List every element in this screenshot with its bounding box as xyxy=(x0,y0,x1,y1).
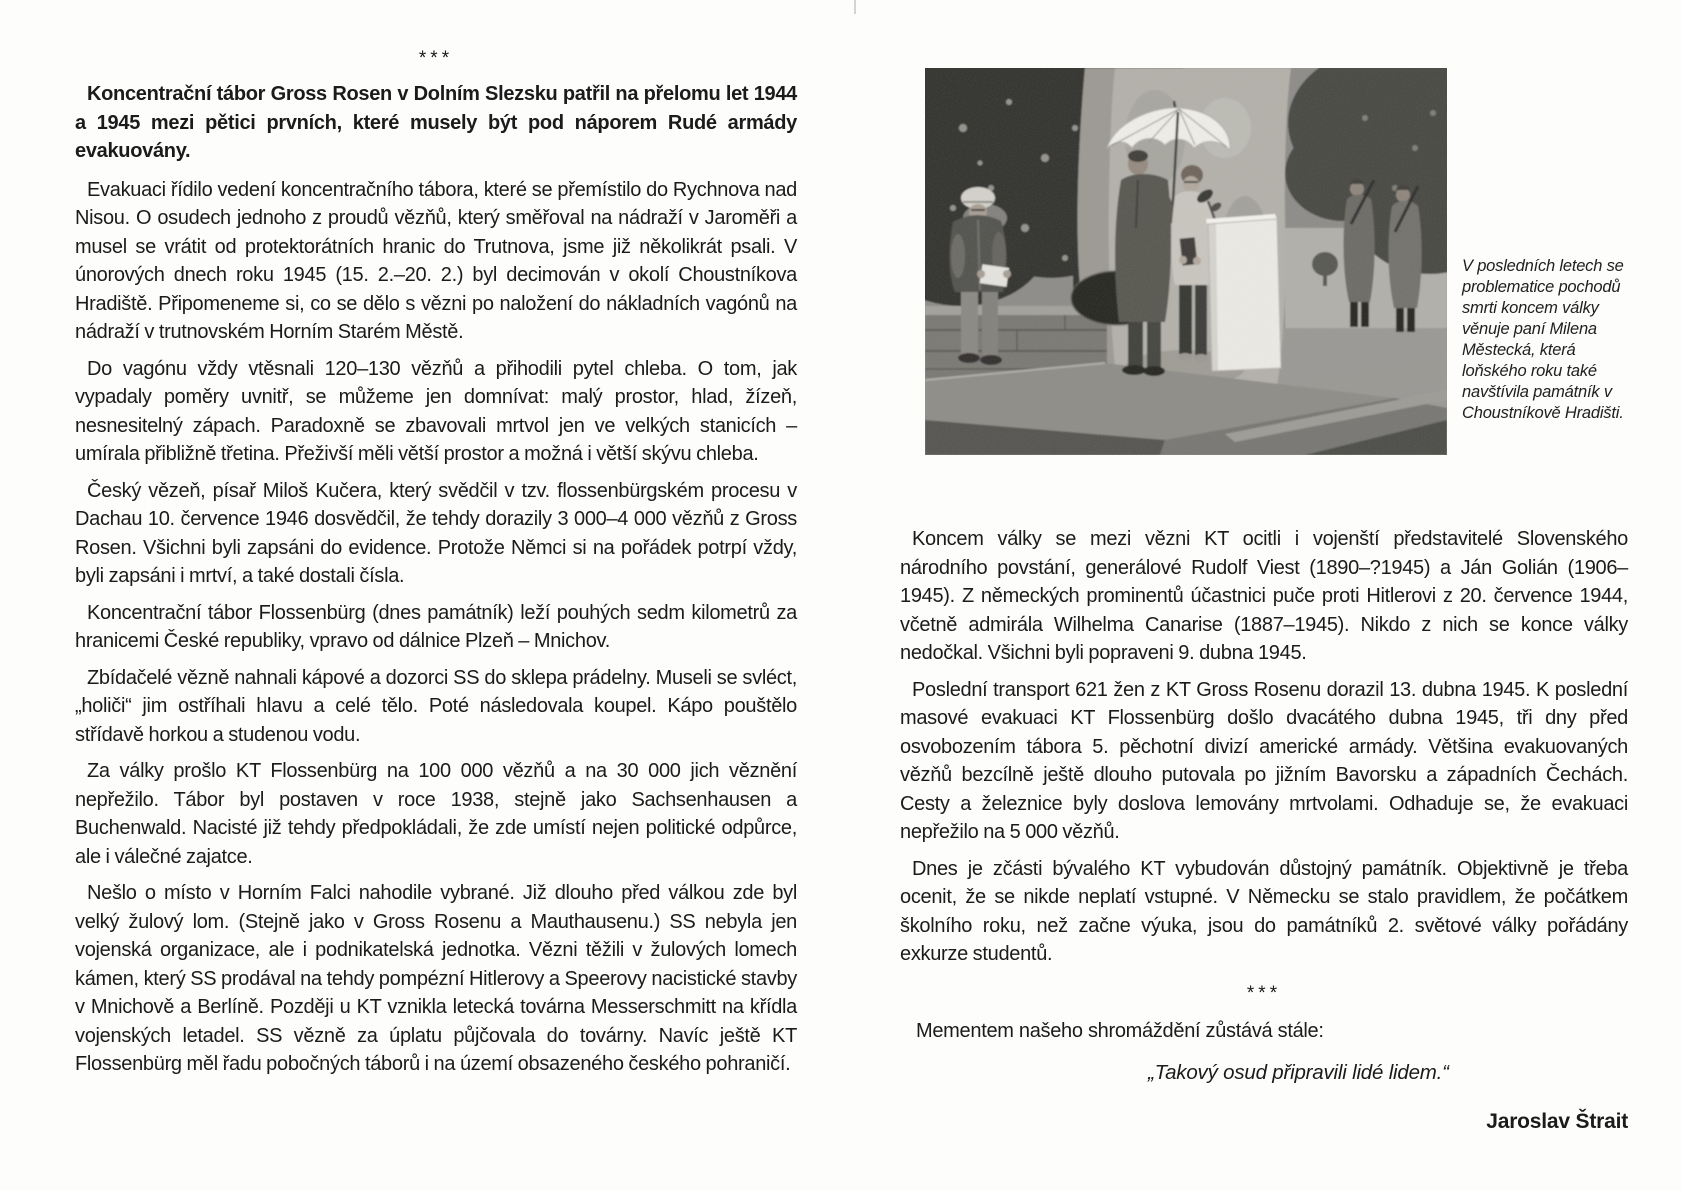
author-signature: Jaroslav Štrait xyxy=(1486,1109,1628,1133)
body-paragraph: Koncem války se mezi vězni KT ocitli i vojenští představitelé Slovenského národního povstání, generálové Rudolf Viest (1890–?1945) a Ján Golián (1906–1945). Z německých prominentů účastnici puče proti Hitlerovi z 20. července 1944, včetně admirála Wilhelma Canarise (1887–1945). Nikdo z nich se konce války nedočkal. Všichni byli popraveni 9. dubna 1945. xyxy=(900,528,1628,664)
section-separator: *** xyxy=(1246,982,1282,1004)
body-paragraph: Zbídačelé vězně nahnali kápové a dozorci SS do sklepa prádelny. Museli se svléct, „holiči“ jim ostříhali hlavu a celé tělo. Poté následovala koupel. Kápo pouštělo střídavě horkou a studenou vodu. xyxy=(75,666,797,746)
body-paragraph: Za války prošlo KT Flossenbürg na 100 000 vězňů a na 30 000 jich věznění nepřežilo. Tábor byl postaven v roce 1938, stejně jako Sachsenhausen a Buchenwald. Nacisté již tehdy předpokládali, že zde umístí nejen politické odpůrce, ale i válečné zajatce. xyxy=(75,760,797,868)
body-paragraph: Český vězeň, písař Miloš Kučera, který svědčil v tzv. flossenbürgském procesu v Dachau 10. července 1946 dosvědčil, že tehdy dorazily 3 000–4 000 vězňů z Gross Rosen. Všichni byli zapsáni do evidence. Protože Němci si na pořádek potrpí vždy, byli zapsáni i mrtví, a také dostali čísla. xyxy=(75,479,797,587)
body-paragraph: Evakuaci řídilo vedení koncentračního tábora, které se přemístilo do Rychnova nad Nisou. O osudech jednoho z proudů vězňů, který směřoval na nádraží v Jaroměři a musel se vrátit od protektorátních hranic do Trutnova, jsme již několikrát psali. V únorových dnech roku 1945 (15. 2.–20. 2.) byl decimován v okolí Choustníkova Hradiště. Připomeneme si, co se dělo s vězni po naložení do nákladních vagónů na nádraží v trutnovském Horním Starém Městě. xyxy=(75,178,797,343)
section-separator: *** xyxy=(418,48,454,69)
photo-caption: V posledních letech se problematice pochodů smrti koncem války věnuje paní Milena Městecká, která loňského roku také navštívila památník v Choustníkově Hradišti. xyxy=(1462,257,1624,422)
body-paragraph: Poslední transport 621 žen z KT Gross Rosenu dorazil 13. dubna 1945. K poslední masové evakuaci KT Flossenbürg došlo dvacátého dubna 1945, tři dny před osvobozením tábora 5. pěchotní divizí americké armády. Většina evakuovaných vězňů bezcílně ještě dlouho putovala po jižním Bavorsku a západních Čechách. Cesty a železnice byly doslova lemovány mrtvolami. Odhaduje se, že evakuaci nepřežilo na 5 000 vězňů. xyxy=(900,678,1628,843)
left-page xyxy=(75,48,797,1087)
body-paragraph: Koncentrační tábor Flossenbürg (dnes památník) leží pouhých sedm kilometrů za hranicemi České republiky, vpravo od dálnice Plzeň – Mnichov. xyxy=(75,601,797,652)
body-paragraph: Dnes je zčásti bývalého KT vybudován důstojný památník. Objektivně je třeba ocenit, že se nikde neplatí vstupné. V Německu se stalo pravidlem, že počátkem školního roku, než začne výuka, jsou do památníků 2. světové války pořádány exkurze studentů. xyxy=(900,857,1628,965)
memento-line: Mementem našeho shromáždění zůstává stále: xyxy=(916,1019,1324,1042)
body-paragraph: Nešlo o místo v Horním Falci nahodile vybrané. Již dlouho před válkou zde byl velký žulový lom. (Stejně jako v Gross Rosenu a Mauthausenu.) SS nebyla jen vojenská organizace, ale i podnikatelská jednotka. Vězni těžili v žulových lomech kámen, který SS prodával na tehdy pompézní Hitlerovy a Speerovy nacistické stavby v Mnichově a Berlíně. Později u KT vznikla letecká továrna Messerschmitt na křídla vojenských letadel. SS vězně za úplatu půjčovala do továrny. Navíc ještě KT Flossenbürg měl řadu pobočných táborů i na území obsazeného českého pohraničí. xyxy=(75,882,797,1075)
closing-quote: „Takový osud připravili lidé lidem.“ xyxy=(1148,1061,1449,1084)
photo-block xyxy=(900,60,1628,525)
right-page xyxy=(900,60,1628,1136)
memorial-photo xyxy=(925,68,1447,455)
page-fold-mark xyxy=(854,0,856,14)
body-paragraph: Do vagónu vždy vtěsnali 120–130 vězňů a přihodili pytel chleba. O tom, jak vypadaly poměry uvnitř, se můžeme jen domnívat: malý prostor, hlad, žízeň, nesnesitelný zápach. Paradoxně se zbavovali mrtvol jen ve velkých stanicích – umírala přibližně třetina. Přeživší měli větší prostor a možná i větší skývu chleba. xyxy=(75,357,797,465)
lead-paragraph: Koncentrační tábor Gross Rosen v Dolním Slezsku patřil na přelomu let 1944 a 1945 mezi pětici prvních, které musely být pod náporem Rudé armády evakuovány. xyxy=(75,83,797,162)
